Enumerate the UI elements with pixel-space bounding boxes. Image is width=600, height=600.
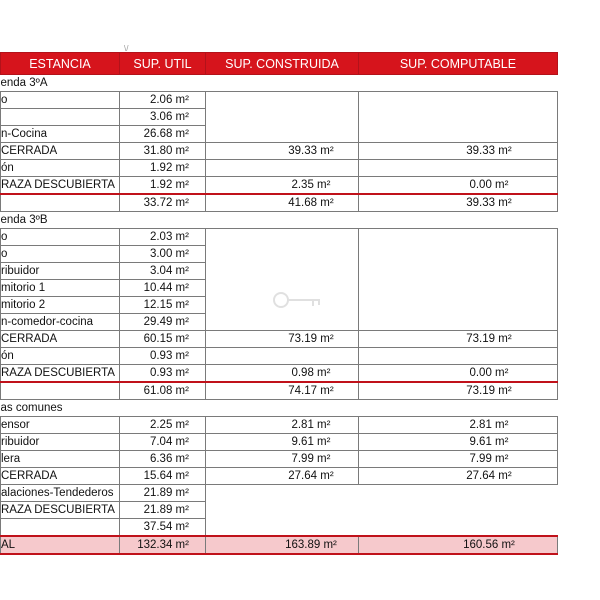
sup-util-cell: 12.15 m² (119, 297, 205, 314)
room-name-cell: ribuidor (1, 434, 120, 451)
sup-computable-cell: 160.56 m² (358, 536, 557, 554)
sup-construida-cell: 27.64 m² (205, 468, 358, 485)
sup-util-cell (119, 75, 205, 92)
sup-computable-cell (358, 109, 557, 126)
table-row (1, 382, 558, 400)
sup-util-cell: 33.72 m² (119, 194, 205, 212)
sup-computable-cell (358, 485, 557, 502)
sup-construida-cell (205, 126, 358, 143)
sup-construida-cell (205, 212, 358, 229)
sup-construida-cell (205, 109, 358, 126)
total-row (1, 536, 558, 554)
sup-computable-cell (358, 212, 557, 229)
sup-util-cell: 31.80 m² (119, 143, 205, 160)
sup-util-cell: 0.93 m² (119, 365, 205, 383)
sup-construida-cell (205, 400, 358, 417)
room-name-cell: lera (1, 451, 120, 468)
table-row (1, 365, 558, 383)
sup-util-cell: 2.25 m² (119, 417, 205, 434)
table-row (1, 126, 558, 143)
sup-computable-cell (358, 280, 557, 297)
room-name-cell: alaciones-Tendederos (1, 485, 120, 502)
sup-construida-cell (205, 75, 358, 92)
sup-computable-cell (358, 229, 557, 246)
sup-construida-cell (205, 229, 358, 246)
sup-computable-cell (358, 246, 557, 263)
room-name-cell: RAZA DESCUBIERTA (1, 502, 120, 519)
stray-mark: \/ (124, 44, 129, 53)
sup-construida-cell: 39.33 m² (205, 143, 358, 160)
room-name-cell: enda 3ºB (1, 212, 120, 229)
sup-util-cell: 2.03 m² (119, 229, 205, 246)
sup-util-cell: 1.92 m² (119, 177, 205, 195)
room-name-cell (1, 382, 120, 400)
room-name-cell: AL (1, 536, 120, 554)
sup-util-cell: 21.89 m² (119, 502, 205, 519)
header-estancia: ESTANCIA (1, 53, 120, 75)
sup-util-cell: 3.06 m² (119, 109, 205, 126)
room-name-cell: n-Cocina (1, 126, 120, 143)
table-body (1, 75, 558, 555)
table-row (1, 434, 558, 451)
table-row (1, 194, 558, 212)
room-name-cell: mitorio 2 (1, 297, 120, 314)
sup-computable-cell: 73.19 m² (358, 382, 557, 400)
header-sup-construida: SUP. CONSTRUIDA (205, 53, 358, 75)
table-row (1, 246, 558, 263)
sup-construida-cell (205, 160, 358, 177)
header-sup-util: SUP. UTIL (119, 53, 205, 75)
section-row (1, 212, 558, 229)
header-sup-computable: SUP. COMPUTABLE (358, 53, 557, 75)
sup-util-cell: 1.92 m² (119, 160, 205, 177)
sup-util-cell: 10.44 m² (119, 280, 205, 297)
room-name-cell (1, 519, 120, 537)
room-name-cell: n-comedor-cocina (1, 314, 120, 331)
room-name-cell: as comunes (1, 400, 120, 417)
table-row (1, 468, 558, 485)
room-name-cell: ensor (1, 417, 120, 434)
room-name-cell (1, 194, 120, 212)
sup-util-cell: 3.04 m² (119, 263, 205, 280)
table-row (1, 92, 558, 109)
sup-computable-cell (358, 75, 557, 92)
table-row (1, 229, 558, 246)
sup-util-cell: 21.89 m² (119, 485, 205, 502)
sup-computable-cell: 39.33 m² (358, 143, 557, 160)
table-row (1, 314, 558, 331)
sup-construida-cell (205, 519, 358, 537)
sup-construida-cell: 73.19 m² (205, 331, 358, 348)
sup-util-cell: 132.34 m² (119, 536, 205, 554)
sup-computable-cell: 2.81 m² (358, 417, 557, 434)
room-name-cell: ribuidor (1, 263, 120, 280)
table-row (1, 502, 558, 519)
table-row (1, 485, 558, 502)
sup-construida-cell: 2.81 m² (205, 417, 358, 434)
room-name-cell (1, 109, 120, 126)
sup-computable-cell (358, 263, 557, 280)
sup-util-cell: 3.00 m² (119, 246, 205, 263)
sup-util-cell: 7.04 m² (119, 434, 205, 451)
sup-computable-cell (358, 502, 557, 519)
sup-computable-cell: 0.00 m² (358, 365, 557, 383)
sup-construida-cell (205, 246, 358, 263)
room-name-cell: ón (1, 160, 120, 177)
room-name-cell: CERRADA (1, 468, 120, 485)
sup-computable-cell (358, 126, 557, 143)
sup-util-cell: 0.93 m² (119, 348, 205, 365)
table-row (1, 143, 558, 160)
sup-construida-cell: 2.35 m² (205, 177, 358, 195)
room-name-cell: CERRADA (1, 331, 120, 348)
sup-computable-cell: 7.99 m² (358, 451, 557, 468)
room-name-cell: ón (1, 348, 120, 365)
table-row (1, 263, 558, 280)
room-name-cell: RAZA DESCUBIERTA (1, 365, 120, 383)
sup-construida-cell (205, 263, 358, 280)
table-row (1, 177, 558, 195)
sup-construida-cell: 9.61 m² (205, 434, 358, 451)
section-row (1, 75, 558, 92)
sup-computable-cell: 27.64 m² (358, 468, 557, 485)
sup-util-cell: 29.49 m² (119, 314, 205, 331)
table-row (1, 331, 558, 348)
sup-construida-cell: 163.89 m² (205, 536, 358, 554)
sup-computable-cell: 73.19 m² (358, 331, 557, 348)
sup-computable-cell (358, 519, 557, 537)
sup-construida-cell (205, 502, 358, 519)
sup-computable-cell: 9.61 m² (358, 434, 557, 451)
room-name-cell: enda 3ºA (1, 75, 120, 92)
sup-util-cell: 6.36 m² (119, 451, 205, 468)
sup-util-cell: 2.06 m² (119, 92, 205, 109)
sup-construida-cell: 7.99 m² (205, 451, 358, 468)
sup-construida-cell: 41.68 m² (205, 194, 358, 212)
room-name-cell: RAZA DESCUBIERTA (1, 177, 120, 195)
table-row (1, 109, 558, 126)
sup-construida-cell (205, 314, 358, 331)
room-name-cell: CERRADA (1, 143, 120, 160)
room-name-cell: o (1, 92, 120, 109)
sup-computable-cell (358, 297, 557, 314)
table-row (1, 417, 558, 434)
sup-computable-cell (358, 348, 557, 365)
sup-construida-cell (205, 92, 358, 109)
sup-util-cell (119, 212, 205, 229)
section-row (1, 400, 558, 417)
key-watermark-icon (272, 290, 326, 310)
sup-construida-cell: 74.17 m² (205, 382, 358, 400)
sup-computable-cell (358, 160, 557, 177)
sup-construida-cell: 0.98 m² (205, 365, 358, 383)
room-name-cell: o (1, 246, 120, 263)
table-row (1, 348, 558, 365)
sup-computable-cell: 0.00 m² (358, 177, 557, 195)
room-name-cell: mitorio 1 (1, 280, 120, 297)
sup-computable-cell: 39.33 m² (358, 194, 557, 212)
table-row (1, 160, 558, 177)
table-row (1, 451, 558, 468)
table-row (1, 519, 558, 537)
sup-construida-cell (205, 348, 358, 365)
sup-computable-cell (358, 92, 557, 109)
sup-construida-cell (205, 485, 358, 502)
sup-util-cell: 61.08 m² (119, 382, 205, 400)
sup-util-cell: 15.64 m² (119, 468, 205, 485)
sup-computable-cell (358, 400, 557, 417)
sup-util-cell: 26.68 m² (119, 126, 205, 143)
sup-util-cell: 37.54 m² (119, 519, 205, 537)
sup-computable-cell (358, 314, 557, 331)
table-header-row (1, 53, 558, 75)
room-name-cell: o (1, 229, 120, 246)
sup-util-cell: 60.15 m² (119, 331, 205, 348)
sup-util-cell (119, 400, 205, 417)
